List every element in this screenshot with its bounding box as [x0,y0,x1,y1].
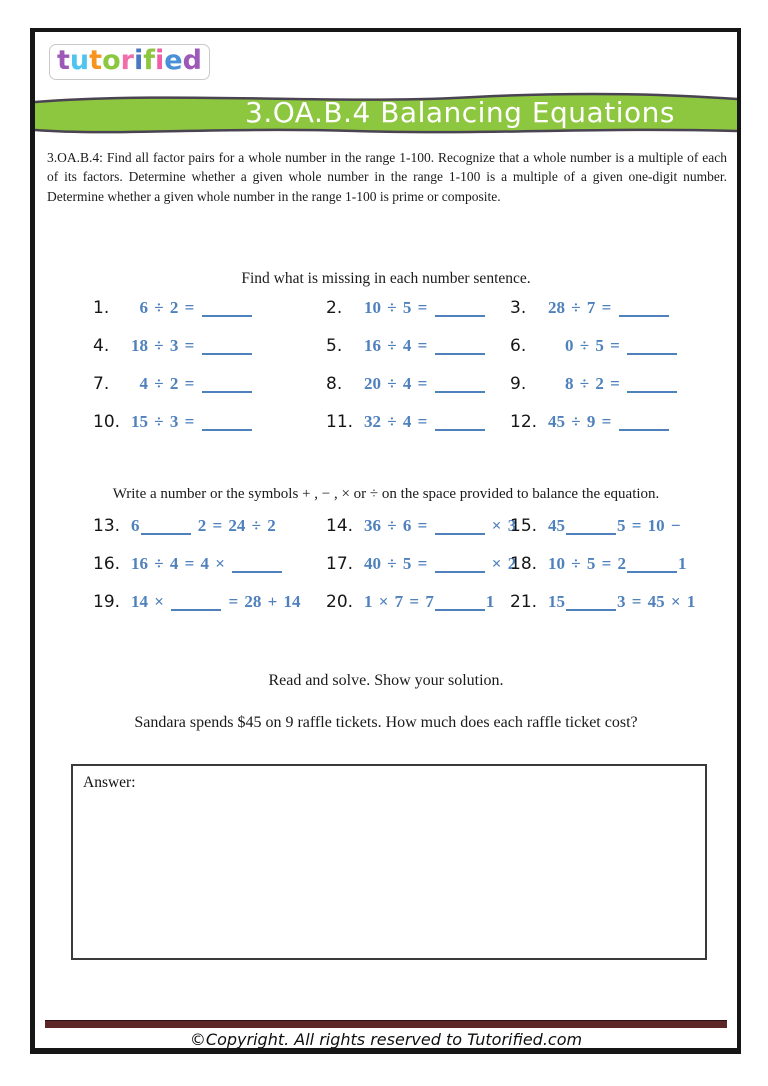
word-problem: Sandara spends $45 on 9 raffle tickets. How much does each raffle ticket cost? [134,714,638,731]
answer-label: Answer: [83,774,136,791]
problem [326,554,517,592]
answer-blank[interactable] [627,340,677,355]
problem [510,592,731,630]
problem-number: 6. [510,336,527,356]
section2-problems [93,516,731,630]
problem [93,516,326,554]
answer-blank[interactable] [435,596,485,611]
logo-letter: f [143,45,155,76]
equation: 4 ÷ 2 = [131,374,253,393]
equation: 20 ÷ 4 = [364,374,486,393]
answer-blank[interactable] [619,302,669,317]
logo-letter: d [182,45,202,76]
problem [510,516,731,554]
logo-letter: r [120,45,134,76]
equation: 45 5 = 10 − [548,516,681,535]
problem-number: 5. [326,336,343,356]
equation: 15 3 = 45 × 1 [548,592,696,611]
problem-number: 14. [326,516,354,536]
equation: 6 ÷ 2 = [131,298,253,317]
answer-blank[interactable] [232,558,282,573]
problem-number: 19. [93,592,121,612]
problem [510,554,731,592]
answer-blank[interactable] [435,378,485,393]
logo-letter: i [154,45,165,76]
answer-blank[interactable] [627,558,677,573]
problem-number: 17. [326,554,354,574]
title-banner [35,86,737,138]
logo-letter: u [69,45,90,76]
problem [93,412,326,450]
equation: 16 ÷ 4 = [364,336,486,355]
problem-number: 10. [93,412,121,432]
answer-blank[interactable] [627,378,677,393]
tutorified-logo [49,44,210,80]
answer-blank[interactable] [435,302,485,317]
problem [93,336,326,374]
answer-blank[interactable] [141,520,191,535]
problem-number: 11. [326,412,354,432]
answer-blank[interactable] [566,596,616,611]
equation: 15 ÷ 3 = [131,412,253,431]
answer-blank[interactable] [202,302,252,317]
problem [93,592,326,630]
problem-number: 1. [93,298,110,318]
problem-number: 18. [510,554,538,574]
answer-blank[interactable] [202,416,252,431]
problem-number: 21. [510,592,538,612]
logo-letter: t [57,45,70,76]
logo-letter: t [89,45,103,76]
problem-number: 8. [326,374,343,394]
equation: 16 ÷ 4 = 4 × [131,554,283,573]
answer-blank[interactable] [171,596,221,611]
equation: 36 ÷ 6 = × 3 [364,516,517,535]
equation: 0 ÷ 5 = [548,336,678,355]
standard-description: 3.OA.B.4: Find all factor pairs for a whole number in the range 1-100. Recognize that a whole number is a multiple of each of its factors. Determine whether a given whole number in the range 1-100 is a multiple of a given one-digit number. Determine whether a given whole number in the range 1-100 is prime or composite. [47,150,727,204]
problem [510,336,731,374]
problem [510,298,731,336]
equation: 28 ÷ 7 = [548,298,670,317]
equation: 45 ÷ 9 = [548,412,670,431]
problem-number: 4. [93,336,110,356]
answer-blank[interactable] [566,520,616,535]
problem-number: 13. [93,516,121,536]
problem [510,374,731,412]
answer-blank[interactable] [202,340,252,355]
problem [93,298,326,336]
problem-number: 15. [510,516,538,536]
equation: 32 ÷ 4 = [364,412,486,431]
equation: 40 ÷ 5 = × 2 [364,554,517,573]
section3-heading: Read and solve. Show your solution. [268,672,504,689]
section1-heading: Find what is missing in each number sentence. [241,270,531,287]
problem-number: 7. [93,374,110,394]
problem-number: 16. [93,554,121,574]
problem [93,374,326,412]
problem-number: 2. [326,298,343,318]
logo-letter: o [102,45,121,76]
problem-number: 20. [326,592,354,612]
logo-letter: e [164,45,183,76]
problem [326,298,510,336]
equation: 10 ÷ 5 = [364,298,486,317]
section2-instruction: Write a number or the symbols + , − , × or ÷ on the space provided to balance the equation. [112,486,660,502]
equation: 8 ÷ 2 = [548,374,678,393]
problem [326,374,510,412]
problem [326,516,517,554]
answer-box[interactable] [71,764,707,960]
section1-problems [93,298,731,450]
answer-blank[interactable] [435,520,485,535]
equation: 1 × 7 = 7 1 [364,592,495,611]
page-title: 3.OA.B.4 Balancing Equations [245,96,675,129]
worksheet-page [30,28,741,1054]
footer-divider [45,1020,727,1028]
answer-blank[interactable] [435,416,485,431]
problem [510,412,731,450]
problem-number: 3. [510,298,527,318]
problem [326,336,510,374]
logo-letter: i [133,45,144,76]
equation: 10 ÷ 5 = 2 1 [548,554,687,573]
equation: 6 2 = 24 ÷ 2 [131,516,276,535]
equation: 14 × = 28 + 14 [131,592,301,611]
problem [326,412,510,450]
problem [326,592,510,630]
equation: 18 ÷ 3 = [131,336,253,355]
answer-blank[interactable] [619,416,669,431]
answer-blank[interactable] [202,378,252,393]
problem-number: 12. [510,412,538,432]
answer-blank[interactable] [435,558,485,573]
problem [93,554,326,592]
answer-blank[interactable] [435,340,485,355]
copyright-text: ©Copyright. All rights reserved to Tutorified.com [189,1030,583,1049]
problem-number: 9. [510,374,527,394]
